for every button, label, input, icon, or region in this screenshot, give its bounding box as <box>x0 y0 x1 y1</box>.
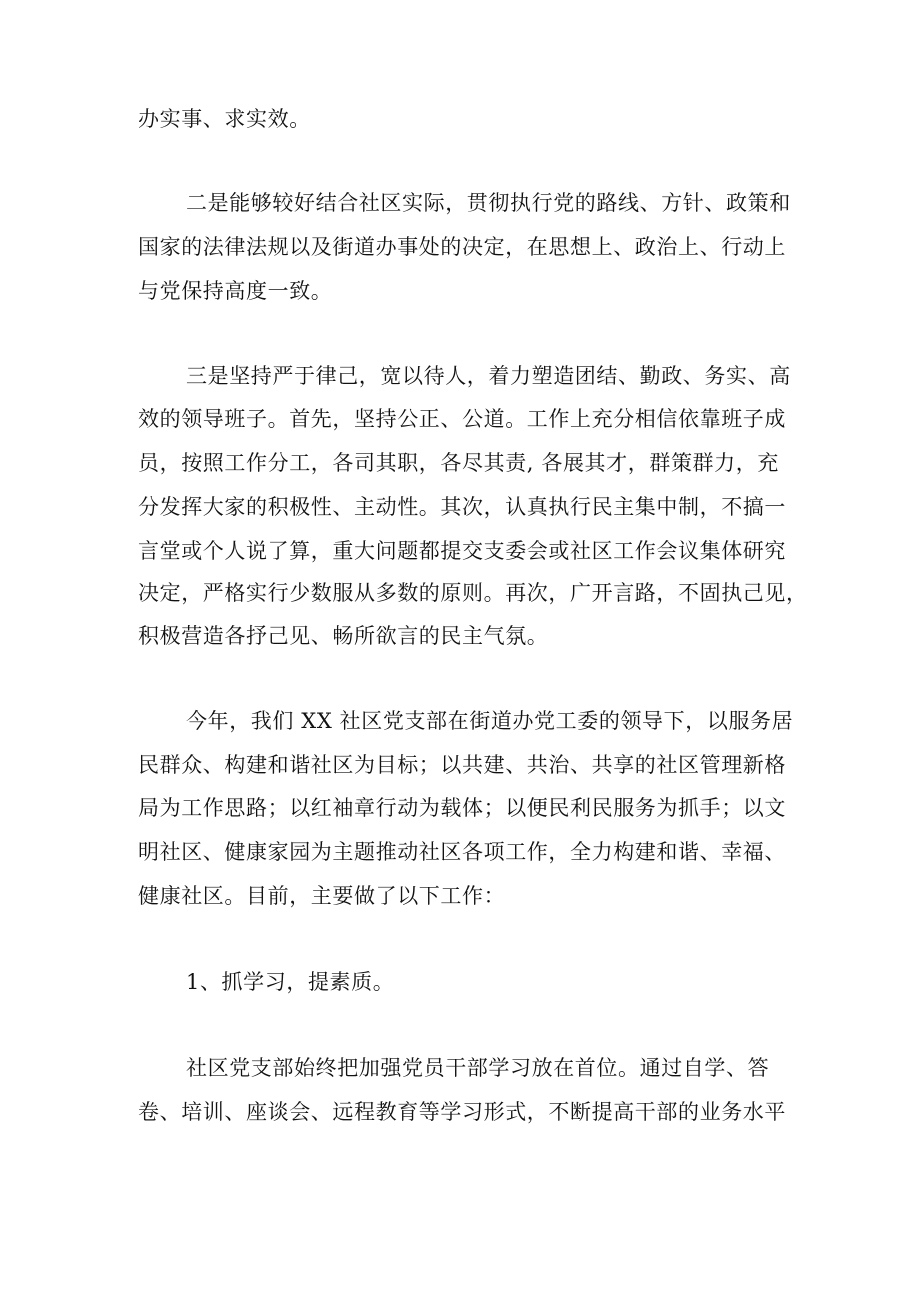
paragraph-line: 办实事、求实效。 <box>138 107 311 131</box>
paragraph-line: 卷、培训、座谈会、远程教育等学习形式，不断提高干部的业务水平 <box>138 1100 786 1124</box>
paragraph-line: 员，按照工作分工，各司其职，各尽其责, 各展其才，群策群力，充 <box>138 451 779 475</box>
paragraph-line: 效的领导班子。首先，坚持公正、公道。工作上充分相信依靠班子成 <box>138 407 786 431</box>
paragraph-line: 社区党支部始终把加强党员干部学习放在首位。通过自学、答 <box>186 1056 770 1080</box>
paragraph-line: 言堂或个人说了算，重大问题都提交支委会或社区工作会议集体研究 <box>138 539 786 563</box>
paragraph-line: 二是能够较好结合社区实际，贯彻执行党的路线、方针、政策和 <box>186 191 791 215</box>
paragraph-line: 今年，我们 XX 社区党支部在街道办党工委的领导下，以服务居 <box>186 709 794 733</box>
paragraph-line: 与党保持高度一致。 <box>138 279 333 303</box>
paragraph-line: 积极营造各抒己见、畅所欲言的民主气氛。 <box>138 624 549 648</box>
paragraph-line: 决定，严格实行少数服从多数的原则。再次，广开言路，不固执己见， <box>138 581 808 605</box>
paragraph-line: 国家的法律法规以及街道办事处的决定，在思想上、政治上、行动上 <box>138 235 786 259</box>
paragraph-line: 局为工作思路；以红袖章行动为载体；以便民利民服务为抓手；以文 <box>138 796 786 820</box>
paragraph-line: 健康社区。目前，主要做了以下工作： <box>138 884 506 908</box>
paragraph-line: 三是坚持严于律己，宽以待人，着力塑造团结、勤政、务实、高 <box>186 364 791 388</box>
paragraph-line: 分发挥大家的积极性、主动性。其次，认真执行民主集中制，不搞一 <box>138 495 786 519</box>
paragraph-line: 明社区、健康家园为主题推动社区各项工作，全力构建和谐、幸福、 <box>138 840 786 864</box>
paragraph-line: 民群众、构建和谐社区为目标；以共建、共治、共享的社区管理新格 <box>138 753 786 777</box>
section-heading: 1、抓学习，提素质。 <box>186 970 395 994</box>
